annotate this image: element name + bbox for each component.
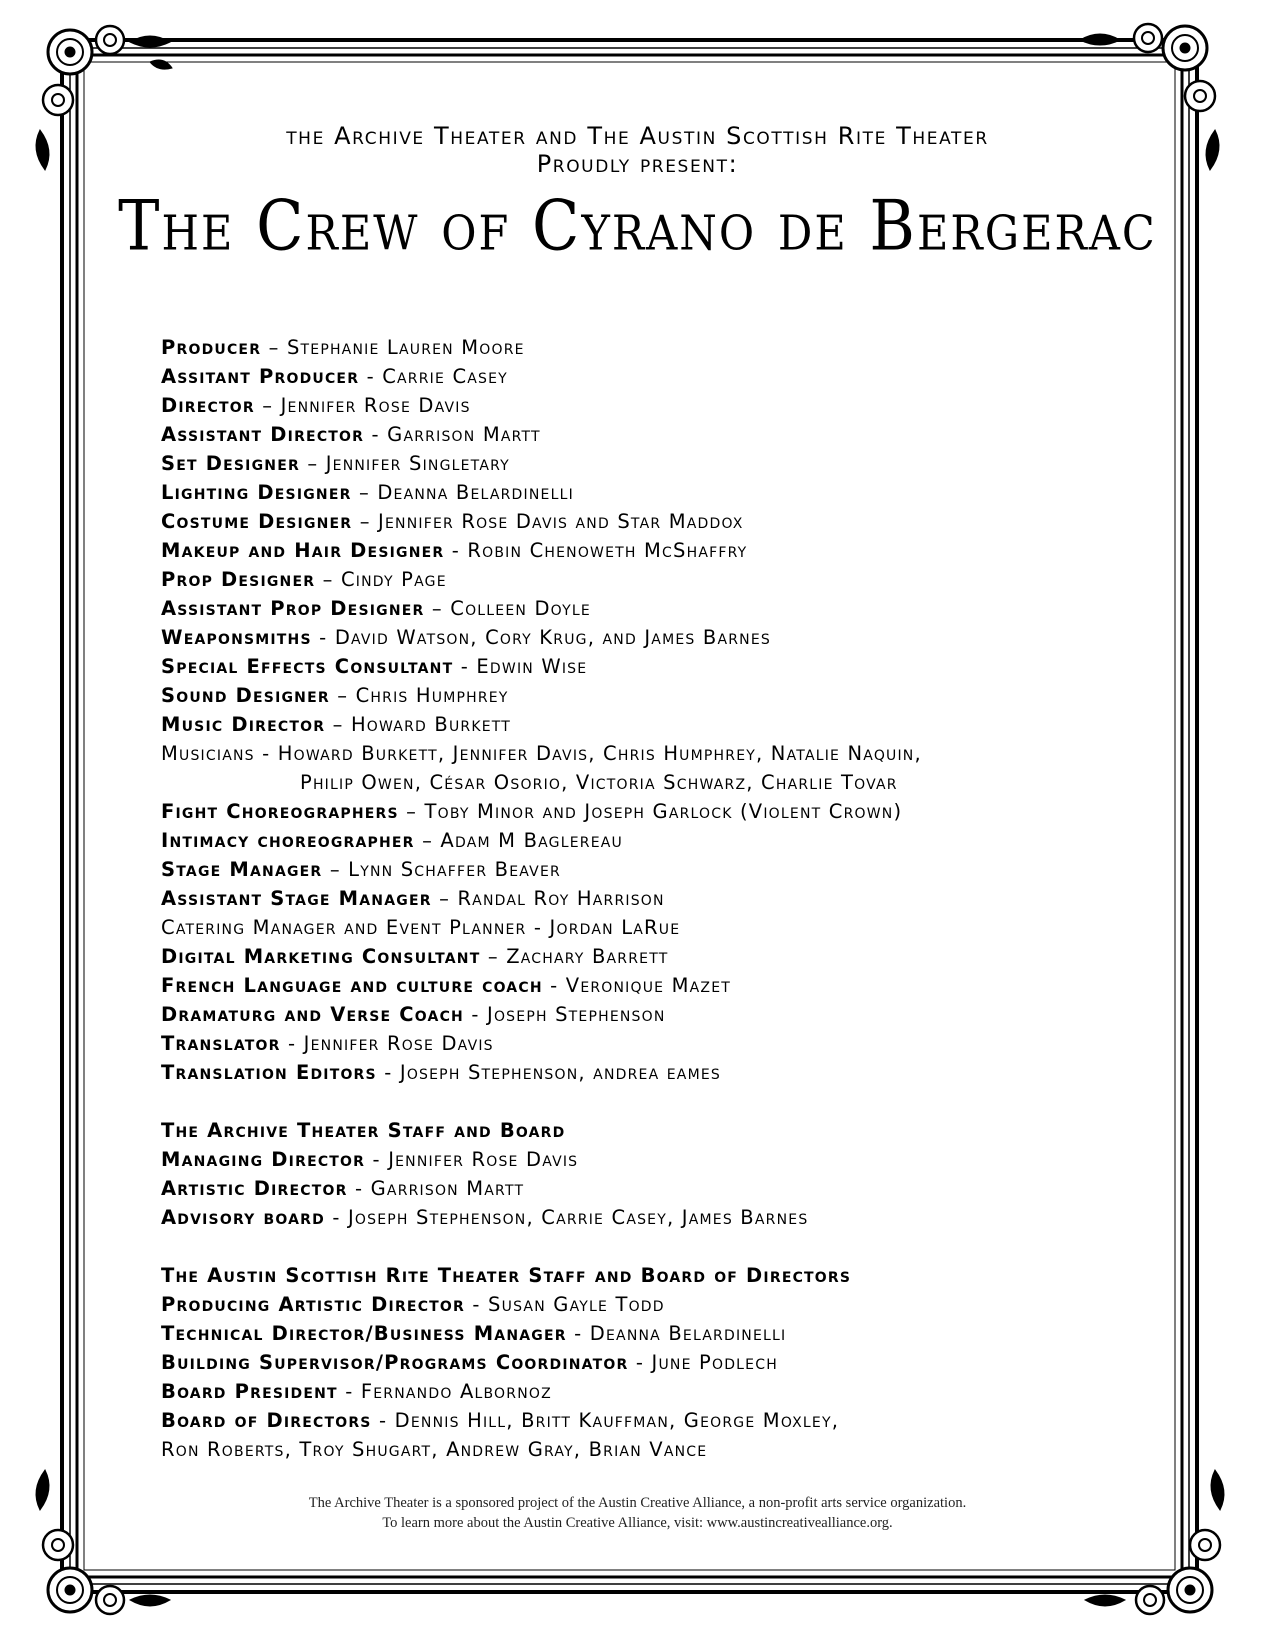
credit-line: [161, 739, 1161, 768]
credit-separator: -: [347, 1177, 371, 1200]
credit-name: Randal Roy Harrison: [457, 887, 665, 910]
credit-role: Director: [161, 394, 255, 417]
credit-separator: –: [254, 394, 281, 417]
credit-name: Adam M Baglereau: [440, 829, 623, 852]
credit-separator: -: [280, 1032, 304, 1055]
credit-line: [161, 1377, 1161, 1406]
credit-name: Garrison Martt: [387, 423, 541, 446]
credit-name: Susan Gayle Todd: [488, 1293, 665, 1316]
credit-separator: -: [628, 1351, 652, 1374]
credit-name: Deanna Belardinelli: [589, 1322, 787, 1345]
credit-line: [161, 333, 1161, 362]
credit-name: Jordan LaRue: [549, 916, 681, 939]
credit-role: Dramaturg and Verse Coach: [161, 1003, 464, 1026]
credit-line: [161, 1174, 1161, 1203]
section-gap: [161, 1087, 1161, 1116]
credit-line: [161, 1203, 1161, 1232]
credit-name: Joseph Stephenson: [487, 1003, 666, 1026]
credit-name: Zachary Barrett: [506, 945, 669, 968]
credit-line: [161, 420, 1161, 449]
credit-separator: -: [359, 365, 383, 388]
credit-line: [161, 507, 1161, 536]
credit-separator: –: [261, 336, 287, 359]
credit-role: Technical Director/Business Manager: [161, 1322, 567, 1345]
credit-separator: –: [322, 858, 349, 881]
credit-line: [161, 391, 1161, 420]
credits-list: [161, 333, 1161, 1464]
credit-role: Costume Designer: [161, 510, 353, 533]
credit-role: Assitant Producer: [161, 365, 360, 388]
credit-name: Jennifer Rose Davis: [280, 394, 471, 417]
presenters-line-1: the Archive Theater and The Austin Scottish Rite Theater: [286, 122, 989, 150]
credit-role: Weaponsmiths: [161, 626, 312, 649]
credit-role: Prop Designer: [161, 568, 316, 591]
credit-role: Intimacy choreographer: [161, 829, 415, 852]
credit-name: Cindy Page: [340, 568, 447, 591]
credit-line: [161, 623, 1161, 652]
credit-separator: –: [424, 597, 451, 620]
credit-continuation: Ron Roberts, Troy Shugart, Andrew Gray, Brian Vance: [161, 1438, 708, 1461]
credit-line: [161, 971, 1161, 1000]
credit-name: Deanna Belardinelli: [377, 481, 574, 504]
credit-name: David Watson, Cory Krug, and James Barnes: [334, 626, 771, 649]
footer: [0, 1493, 1275, 1533]
credit-role: Board President: [161, 1380, 338, 1403]
credit-name: Stephanie Lauren Moore: [286, 336, 525, 359]
credit-name: June Podlech: [651, 1351, 778, 1374]
credit-role: Managing Director: [161, 1148, 366, 1171]
credit-role: Digital Marketing Consultant: [161, 945, 481, 968]
credit-separator: –: [325, 713, 351, 736]
credit-role: Artistic Director: [161, 1177, 348, 1200]
credit-role: Musicians: [161, 742, 255, 765]
credit-separator: -: [311, 626, 335, 649]
credit-line: [161, 449, 1161, 478]
credit-name: Garrison Martt: [370, 1177, 525, 1200]
credit-line: [161, 826, 1161, 855]
credit-role: Lighting Designer: [161, 481, 352, 504]
credit-line: [161, 942, 1161, 971]
credit-name: Howard Burkett: [350, 713, 512, 736]
credit-line: [161, 478, 1161, 507]
credit-separator: -: [463, 1003, 488, 1026]
credit-separator: -: [566, 1322, 590, 1345]
credit-role: Advisory board: [161, 1206, 325, 1229]
credit-role: Assistant Director: [161, 423, 365, 446]
credit-role: Fight Choreographers: [161, 800, 399, 823]
credit-name: Carrie Casey: [382, 365, 508, 388]
credit-role: Set Designer: [161, 452, 300, 475]
credit-role: Stage Manager: [161, 858, 323, 881]
credit-role: Music Director: [161, 713, 326, 736]
credit-separator: -: [526, 916, 550, 939]
credit-role: Translation Editors: [161, 1061, 377, 1084]
credit-separator: –: [480, 945, 507, 968]
credit-separator: -: [324, 1206, 348, 1229]
credit-line: [161, 855, 1161, 884]
credit-separator: –: [299, 452, 326, 475]
credit-role: Assistant Prop Designer: [161, 597, 425, 620]
credit-name: Jennifer Rose Davis and Star Maddox: [378, 510, 744, 533]
credit-line: [161, 1319, 1161, 1348]
credit-line: [161, 1058, 1161, 1087]
credit-name: Edwin Wise: [476, 655, 588, 678]
credit-role: Producing Artistic Director: [161, 1293, 465, 1316]
credit-name: Chris Humphrey: [355, 684, 509, 707]
footer-line-2: To learn more about the Austin Creative Alliance, visit: www.austincreativealliance.org.: [382, 1515, 893, 1531]
presenters-line-2: Proudly present:: [536, 150, 739, 178]
credit-continuation: Philip Owen, César Osorio, Victoria Schwarz, Charlie Tovar: [300, 771, 898, 794]
credit-name: Jennifer Rose Davis: [388, 1148, 579, 1171]
credit-separator: –: [351, 481, 378, 504]
credit-line: [161, 884, 1161, 913]
credit-line: [161, 681, 1161, 710]
credit-name: Dennis Hill, Britt Kauffman, George Moxley,: [394, 1409, 840, 1432]
credit-separator: –: [431, 887, 458, 910]
credit-separator: -: [364, 423, 388, 446]
credit-line: [161, 1145, 1161, 1174]
credit-line: [161, 1029, 1161, 1058]
credit-line: [161, 913, 1161, 942]
credit-name: Toby Minor and Joseph Garlock (Violent Crown): [424, 800, 903, 823]
credit-line: [161, 1000, 1161, 1029]
credit-name: Robin Chenoweth McShaffry: [467, 539, 748, 562]
page-title: The Crew of Cyrano de Bergerac: [118, 184, 1157, 267]
credit-separator: -: [337, 1380, 361, 1403]
credit-role: French Language and culture coach: [161, 974, 543, 997]
credit-line: [161, 1406, 1161, 1435]
credit-separator: –: [315, 568, 341, 591]
credit-separator: –: [414, 829, 441, 852]
credit-separator: -: [371, 1409, 395, 1432]
credit-name: Veronique Mazet: [565, 974, 732, 997]
credit-name: Howard Burkett, Jennifer Davis, Chris Humphrey, Natalie Naquin,: [277, 742, 922, 765]
section-heading: The Archive Theater Staff and Board: [161, 1119, 566, 1142]
credit-separator: -: [444, 539, 468, 562]
credit-separator: -: [453, 655, 477, 678]
credit-separator: –: [352, 510, 379, 533]
credit-name: Lynn Schaffer Beaver: [348, 858, 561, 881]
credit-line: [161, 652, 1161, 681]
credit-line: [161, 536, 1161, 565]
section-gap: [161, 1232, 1161, 1261]
credit-name: Colleen Doyle: [450, 597, 591, 620]
credit-role: Assistant Stage Manager: [161, 887, 432, 910]
credit-separator: -: [376, 1061, 400, 1084]
credit-role: Sound Designer: [161, 684, 330, 707]
credit-separator: -: [542, 974, 566, 997]
credit-role: Special Effects Consultant: [161, 655, 454, 678]
credit-line: [161, 710, 1161, 739]
credit-separator: -: [254, 742, 278, 765]
credit-role: Board of Directors: [161, 1409, 372, 1432]
credit-name: Joseph Stephenson, andrea eames: [399, 1061, 721, 1084]
credit-line: [161, 594, 1161, 623]
credit-name: Joseph Stephenson, Carrie Casey, James Barnes: [347, 1206, 809, 1229]
header: [0, 122, 1275, 267]
credit-line: [161, 797, 1161, 826]
credit-role: Building Supervisor/Programs Coordinator: [161, 1351, 629, 1374]
credit-separator: –: [329, 684, 356, 707]
credit-name: Jennifer Rose Davis: [303, 1032, 494, 1055]
credit-separator: -: [365, 1148, 389, 1171]
credit-role: Catering Manager and Event Planner: [161, 916, 527, 939]
credit-separator: -: [465, 1293, 489, 1316]
section-heading: The Austin Scottish Rite Theater Staff and Board of Directors: [161, 1264, 852, 1287]
credit-line: [161, 565, 1161, 594]
credit-name: Jennifer Singletary: [325, 452, 510, 475]
credit-role: Translator: [161, 1032, 281, 1055]
credit-role: Makeup and Hair Designer: [161, 539, 445, 562]
credit-separator: –: [398, 800, 425, 823]
credit-line: [161, 362, 1161, 391]
footer-line-1: The Archive Theater is a sponsored project of the Austin Creative Alliance, a non-profit arts service organization.: [308, 1495, 967, 1511]
credit-role: Producer: [161, 336, 262, 359]
credit-line: [161, 1290, 1161, 1319]
credit-name: Fernando Albornoz: [360, 1380, 552, 1403]
credit-line: [161, 1348, 1161, 1377]
